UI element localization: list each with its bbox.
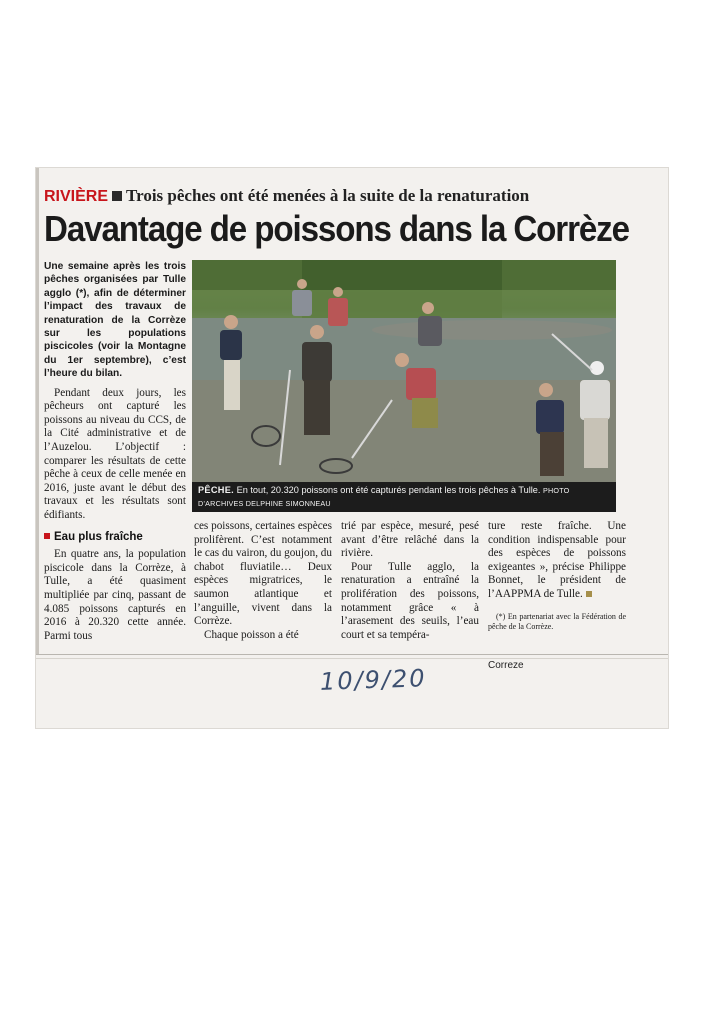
paragraph: En quatre ans, la population piscicole dans la Corrèze, à Tulle, a été quasiment multipliée par cinq, passant de 4.085 poissons capturés en 2016 à 20.320 cette année. Parmi tous xyxy=(44,548,186,642)
newspaper-clipping xyxy=(36,168,668,728)
section-title xyxy=(44,531,186,545)
column-2 xyxy=(194,520,332,642)
paragraph: Chaque poisson a été xyxy=(204,628,299,641)
column-4 xyxy=(488,520,626,632)
handwritten-date: 10/9/20 xyxy=(319,664,427,696)
photo-caption xyxy=(192,482,616,512)
caption-label: PÊCHE. xyxy=(198,485,235,495)
caption-text: En tout, 20.320 poissons ont été capturés pendant les trois pêches à Tulle. xyxy=(236,485,541,495)
lead-paragraph: Une semaine après les trois pêches organisées par Tulle agglo (*), afin de déterminer l’impact des travaux de renaturation de la Corrèze sur les populations piscicoles (voir la Montagne du 1er septembre), c’est l’heure du bilan. xyxy=(44,261,186,380)
paragraph: trié par espèce, mesuré, pesé avant d’être relâché dans la rivière. xyxy=(341,520,479,560)
paragraph: Pour Tulle agglo, la renaturation a entraîné la prolifération des poissons, notamment grâce « à l’arasement des seuils, l’eau court et sa tempéra- xyxy=(341,560,479,641)
subhead: Trois pêches ont été menées à la suite de la renaturation xyxy=(126,186,530,205)
end-mark-icon xyxy=(586,591,592,597)
square-bullet-icon xyxy=(112,191,122,201)
column-3 xyxy=(341,520,479,642)
bottom-rule-secondary xyxy=(36,658,668,659)
photo-illustration xyxy=(192,260,616,482)
article-header xyxy=(44,186,660,206)
section-title-text: Eau plus fraîche xyxy=(54,530,143,543)
paragraph xyxy=(488,520,626,602)
paragraph: ces poissons, certaines espèces prolifèrent. C’est notamment le cas du vairon, du goujon, du chabot fluviatile… Deux espèces migratrices, le saumon atlantique et l’anguille, vivent dans la Corrèze. xyxy=(194,520,332,628)
column-rule xyxy=(36,168,39,654)
paragraph: Pendant deux jours, les pêcheurs ont capturé les poissons au niveau du CCS, de la Cité administrative et de l’Auzelou. L’objectif : comparer les résultats de cette pêche à ceux de celle menée en 2016, juste avant le début des travaux et les résultats sont édifiants. xyxy=(44,386,186,521)
paragraph-text: ture reste fraîche. Une condition indispensable pour des espèces de poissons exigeantes », précise Philippe Bonnet, le président de l’AAPPMA de Tulle. xyxy=(488,520,626,600)
column-left xyxy=(44,260,186,643)
headline: Davantage de poissons dans la Corrèze xyxy=(44,208,629,249)
kicker: RIVIÈRE xyxy=(44,188,109,205)
photo-credit: PHOTO D’ARCHIVES DELPHINE SIMONNEAU xyxy=(198,486,570,508)
red-square-icon xyxy=(44,533,50,539)
source-label: Correze xyxy=(488,660,524,671)
river-fishing-photo xyxy=(192,260,616,482)
footnote: (*) En partenariat avec la Fédération de pêche de la Corrèze. xyxy=(488,611,626,631)
bottom-rule xyxy=(36,654,668,655)
